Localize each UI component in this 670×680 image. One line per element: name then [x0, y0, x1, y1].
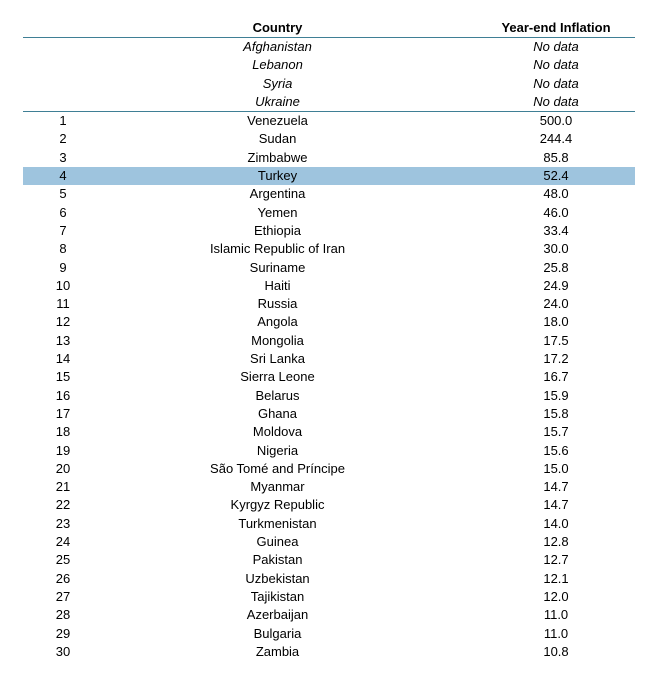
table-row — [23, 551, 635, 569]
rank-cell: 20 — [55, 460, 71, 476]
table-row — [23, 442, 635, 460]
rank-cell: 13 — [55, 332, 71, 348]
inflation-cell: 30.0 — [543, 241, 569, 257]
rank-cell: 4 — [59, 168, 67, 184]
table-row — [23, 606, 635, 624]
inflation-cell: No data — [533, 93, 579, 109]
rank-cell: 15 — [55, 369, 71, 385]
rank-cell: 8 — [59, 241, 67, 257]
inflation-cell: 17.5 — [543, 332, 569, 348]
table-row — [23, 570, 635, 588]
rank-cell: 10 — [55, 277, 71, 293]
table-row — [23, 75, 635, 93]
country-cell: Suriname — [249, 259, 306, 275]
table-row — [23, 496, 635, 514]
rank-cell: 11 — [56, 296, 70, 312]
inflation-cell: 52.4 — [543, 168, 569, 184]
rank-cell: 21 — [55, 479, 71, 495]
inflation-cell: 15.6 — [543, 442, 569, 458]
table-row — [23, 185, 635, 203]
inflation-cell: 11.0 — [543, 607, 569, 623]
table-row — [23, 405, 635, 423]
inflation-cell: 17.2 — [543, 351, 569, 367]
rank-cell: 2 — [59, 131, 67, 147]
table-row — [23, 222, 635, 240]
inflation-cell: 46.0 — [543, 204, 569, 220]
inflation-cell: 48.0 — [543, 186, 569, 202]
inflation-cell: 14.7 — [543, 497, 569, 513]
table-row — [23, 625, 635, 643]
table-row — [23, 204, 635, 222]
table-row — [23, 277, 635, 295]
rank-cell: 6 — [59, 204, 67, 220]
rank-cell: 9 — [59, 259, 67, 275]
country-cell: Zambia — [255, 643, 300, 659]
country-cell: Bulgaria — [253, 625, 302, 641]
country-cell: Islamic Republic of Iran — [209, 241, 346, 257]
inflation-cell: 18.0 — [543, 314, 569, 330]
inflation-cell: 24.0 — [543, 296, 569, 312]
table-row — [23, 149, 635, 167]
country-cell: Syria — [262, 75, 293, 91]
table-row — [23, 423, 635, 441]
rank-cell: 7 — [59, 222, 67, 238]
no-data-section — [23, 38, 635, 111]
inflation-cell: No data — [533, 57, 579, 73]
rank-cell: 3 — [59, 149, 67, 165]
country-cell: Haiti — [264, 277, 291, 293]
country-cell: Pakistan — [252, 552, 303, 568]
table-row — [23, 460, 635, 478]
ranked-section — [23, 112, 635, 661]
table-row — [23, 259, 635, 277]
country-cell: Guinea — [256, 534, 299, 550]
table-row — [23, 38, 635, 56]
inflation-cell: 15.9 — [543, 387, 569, 403]
rank-cell: 26 — [55, 570, 71, 586]
rank-cell: 22 — [55, 497, 71, 513]
table-row — [23, 93, 635, 111]
country-cell: Kyrgyz Republic — [230, 497, 325, 513]
table-row — [23, 295, 635, 313]
inflation-cell: 25.8 — [543, 259, 569, 275]
table-row — [23, 588, 635, 606]
table-row — [23, 368, 635, 386]
table-header — [23, 18, 635, 37]
inflation-cell: 16.7 — [543, 369, 569, 385]
inflation-cell: 14.7 — [543, 479, 569, 495]
table-row — [23, 387, 635, 405]
country-cell: Myanmar — [250, 479, 305, 495]
country-cell: Sierra Leone — [240, 369, 315, 385]
inflation-cell: 12.8 — [543, 534, 569, 550]
table-row-highlighted — [23, 167, 635, 185]
country-cell: Yemen — [257, 204, 298, 220]
country-cell: Uzbekistan — [245, 570, 310, 586]
rank-cell: 14 — [55, 351, 71, 367]
rank-cell: 19 — [55, 442, 71, 458]
country-cell: Afghanistan — [243, 39, 312, 54]
country-column-header: Country — [252, 20, 303, 35]
table-row — [23, 332, 635, 350]
table-row — [23, 313, 635, 331]
rank-cell: 28 — [55, 607, 71, 623]
inflation-cell: 500.0 — [539, 113, 573, 129]
inflation-cell: No data — [533, 75, 579, 91]
inflation-cell: 15.8 — [543, 405, 569, 421]
inflation-cell: 15.0 — [543, 460, 569, 476]
inflation-cell: 244.4 — [539, 131, 573, 147]
country-cell: Moldova — [252, 424, 303, 440]
country-cell: Turkmenistan — [238, 515, 317, 531]
inflation-cell: 12.0 — [543, 588, 569, 604]
rank-cell: 30 — [55, 643, 71, 659]
inflation-cell: 12.1 — [543, 570, 569, 586]
country-cell: Russia — [257, 296, 298, 312]
country-cell: Mongolia — [251, 332, 304, 348]
rank-cell: 18 — [55, 424, 71, 440]
rank-cell: 12 — [55, 314, 71, 330]
country-cell: Argentina — [249, 186, 306, 202]
country-cell: Ghana — [257, 405, 298, 421]
country-cell: Ethiopia — [254, 222, 301, 238]
country-cell: Nigeria — [256, 442, 299, 458]
rank-cell: 16 — [55, 387, 71, 403]
rank-cell: 25 — [55, 552, 71, 568]
table-row — [23, 643, 635, 661]
country-cell: Angola — [257, 314, 298, 330]
table-row — [23, 240, 635, 258]
country-cell: Ukraine — [255, 93, 300, 109]
inflation-cell: 85.8 — [543, 149, 569, 165]
inflation-cell: 14.0 — [543, 515, 569, 531]
country-cell: Belarus — [255, 387, 300, 403]
inflation-column-header: Year-end Inflation — [501, 20, 611, 35]
inflation-cell: 11.0 — [543, 625, 569, 641]
inflation-cell: 10.8 — [543, 643, 569, 659]
table-row — [23, 130, 635, 148]
rank-cell: 24 — [55, 534, 71, 550]
rank-cell: 23 — [55, 515, 71, 531]
rank-cell: 17 — [55, 405, 71, 421]
country-cell: Lebanon — [252, 57, 303, 73]
table-row — [23, 478, 635, 496]
country-cell: São Tomé and Príncipe — [210, 460, 345, 476]
inflation-cell: 24.9 — [543, 277, 569, 293]
table-row — [23, 350, 635, 368]
rank-cell: 1 — [59, 113, 67, 129]
table-row — [23, 56, 635, 74]
inflation-cell: 33.4 — [543, 222, 569, 238]
inflation-cell: 15.7 — [543, 424, 569, 440]
rank-cell: 5 — [59, 186, 67, 202]
country-cell: Azerbaijan — [246, 607, 309, 623]
table-row — [23, 533, 635, 551]
country-cell: Tajikistan — [250, 588, 305, 604]
country-cell: Zimbabwe — [247, 149, 308, 165]
inflation-cell: 12.7 — [543, 552, 569, 568]
country-cell: Sri Lanka — [250, 351, 305, 367]
table-row — [23, 112, 635, 130]
country-cell: Sudan — [258, 131, 297, 147]
country-cell: Turkey — [257, 168, 298, 184]
inflation-cell: No data — [533, 39, 579, 54]
table-row — [23, 515, 635, 533]
rank-cell: 29 — [55, 625, 71, 641]
inflation-table — [23, 18, 635, 661]
country-cell: Venezuela — [247, 113, 308, 129]
rank-cell: 27 — [55, 588, 71, 604]
